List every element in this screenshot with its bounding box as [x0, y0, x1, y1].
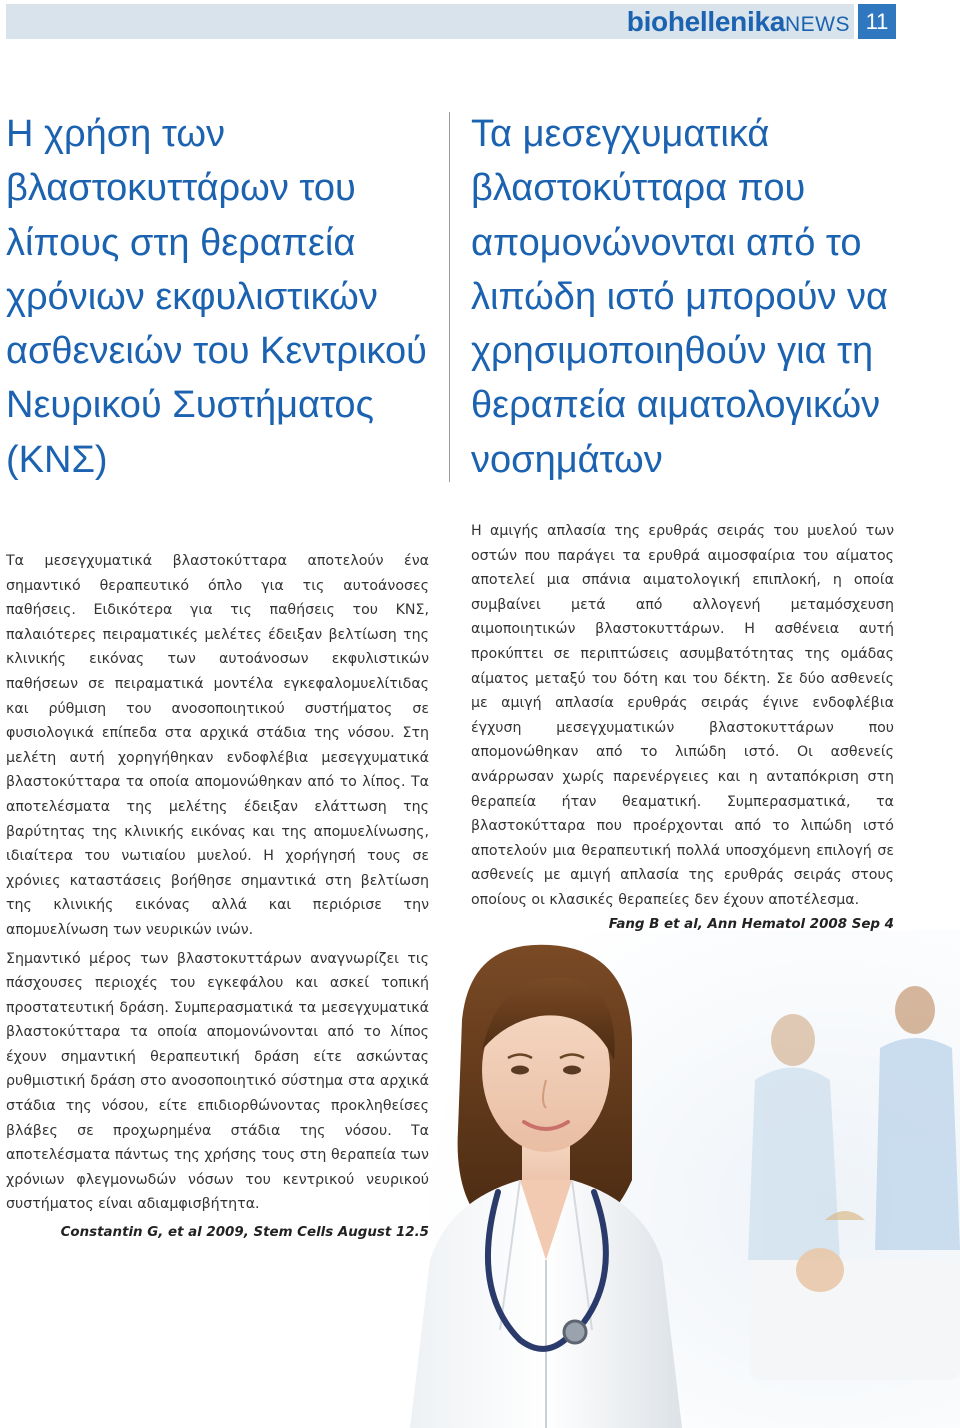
page-number: 11	[858, 4, 896, 39]
column-divider	[449, 112, 450, 482]
brand-name: biohellenika	[626, 6, 785, 37]
left-article-body	[6, 549, 429, 1246]
brand-logo	[627, 6, 850, 36]
brand-news: NEWS	[785, 13, 850, 36]
left-article-paragraph-2: Σημαντικό μέρος των βλαστοκυττάρων αναγνωρίζει τις πάσχουσες περιοχές του εγκεφάλου και ασκεί τοπική προστατευτική δράση. Συμπερασματικά τα μεσεγχυματικά βλαστοκύτταρα τα οποία απομονώνονται από το λίπος έχουν σημαντική θεραπευτική δράση είτε ασκώντας ρυθμιστική δράση στο ανοσοποιητικό σύστημα στα αρχικά στάδια της νόσου, είτε επιδιορθώνοντας προκληθείσες βλάβες σε προχωρημένα στάδια της νόσου. Τα αποτελέσματα πάντως της χρήσης τους στη θεραπεία των χρόνιων φλεγμονωδών νόσων του κεντρικού νευρικού συστήματος είναι αδιαμφισβήτητα.	[6, 950, 429, 1213]
left-article-title: Η χρήση των βλαστοκυττάρων του λίπους στη θεραπεία χρόνιων εκφυλιστικών ασθενειών του Κεντρικού Νευρικού Συστήματος (ΚΝΣ)	[6, 113, 427, 481]
left-article-citation: Constantin G, et al 2009, Stem Cells August 12.5	[60, 1225, 429, 1241]
right-article-title: Τα μεσεγχυματικά βλαστοκύτταρα που απομονώνονται από το λιπώδη ιστό μπορούν να χρησιμοποιηθούν για τη θεραπεία αιματολογικών νοσημάτων	[471, 113, 888, 481]
left-article-paragraph-1: Τα μεσεγχυματικά βλαστοκύτταρα αποτελούν ένα σημαντικό θεραπευτικό όπλο για τις αυτοάνοσες παθήσεις. Ειδικότερα για τις παθήσεις του ΚΝΣ, παλαιότερες πειραματικές μελέτες έδειξαν βελτίωση της κλινικής εικόνας των αυτοάνοσων εκφυλιστικών παθήσεων σε πειραματικά μοντέλα εγκεφαλομυελίτιδας και ρύθμιση του ανοσοποιητικού συστήματος σε φυσιολογικά επίπεδα στα αρχικά στάδια της νόσου. Στη μελέτη αυτή χορηγήθηκαν ενδοφλέβια μεσεγχυματικά βλαστοκύτταρα τα οποία απομονώθηκαν από το λίπος. Τα αποτελέσματα της μελέτης έδειξαν ελάττωση της βαρύτητας της κλινικής εικόνας και της απομυελίνωσης, ιδιαίτερα του νωτιαίου μυελού. Η χορήγησή τους σε χρόνιες καταστάσεις βοήθησε σημαντικά στη βελτίωση της κλινικής εικόνας αλλά και περιόρισε την απομυελίνωση των νευρικών ινών.	[6, 553, 429, 938]
medical-photo-icon	[370, 930, 960, 1428]
right-article-paragraph-1: Η αμιγής απλασία της ερυθράς σειράς του μυελού των οστών που παράγει τα ερυθρά αιμοσφαίρια του αίματος αποτελεί μια σπάνια αιματολογική επιπλοκή, η οποία συμβαίνει μετά από αλλογενή μεταμόσχευση αιμοποιητικών βλαστοκυττάρων. Η ασθένεια αυτή προκύπτει σε περιπτώσεις ασυμβατότητας της ομάδας αίματος μεταξύ του δότη και του δέκτη. Σε δύο ασθενείς με αμιγή απλασία ερυθράς σειράς έγινε ενδοφλέβια έγχυση μεσεγχυματικών βλαστοκυττάρων που απομονώθηκαν από το λιπώδη ιστό. Οι ασθενείς ανάρρωσαν χωρίς παρενέργειες και η ανταπόκριση στη θεραπεία ήταν θεαματική. Συμπερασματικά, τα βλαστοκύτταρα που προέρχονται από το λιπώδη ιστό αποτελούν μια θεραπευτική πολλά υποσχόμενη επιλογή σε ασθενείς με αμιγή απλασία της ερυθράς σειράς στους οποίους οι κλασικές θεραπείες δεν έχουν αποτέλεσμα.	[471, 523, 894, 908]
right-article-citation: Fang B et al, Ann Hematol 2008 Sep 4	[608, 916, 894, 932]
right-article-body	[471, 519, 894, 937]
